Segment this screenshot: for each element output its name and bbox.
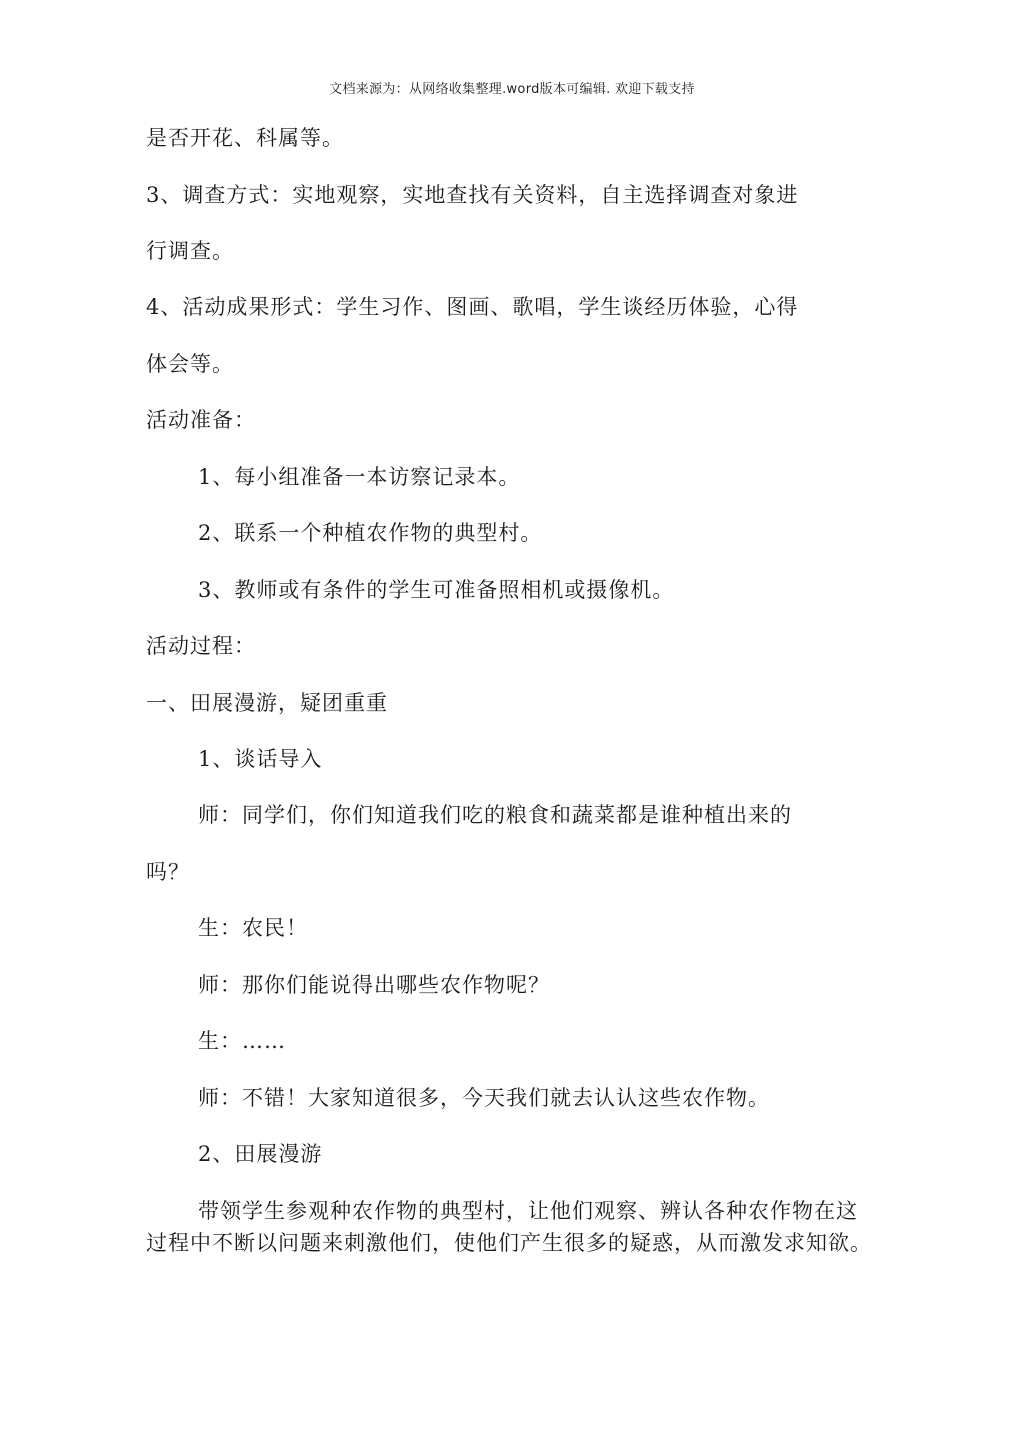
paragraph-line: 行调查。 (146, 239, 234, 263)
paragraph-line: 4、活动成果形式：学生习作、图画、歌唱，学生谈经历体验，心得 (146, 295, 799, 319)
section-heading: 活动过程： (146, 634, 256, 658)
page-header: 文档来源为：从网络收集整理.word版本可编辑. 欢迎下载支持 (329, 82, 695, 97)
subsection-heading: 一、田展漫游，疑团重重 (146, 691, 388, 715)
list-item: 2、联系一个种植农作物的典型村。 (198, 521, 543, 545)
dialogue-line: 师：不错！大家知道很多，今天我们就去认认这些农作物。 (198, 1086, 770, 1110)
paragraph-line: 带领学生参观种农作物的典型村，让他们观察、辨认各种农作物在这 (198, 1199, 858, 1223)
dialogue-line: 吗？ (146, 860, 190, 884)
step-heading: 1、谈话导入 (198, 747, 323, 771)
paragraph-line: 体会等。 (146, 352, 234, 376)
list-item: 1、每小组准备一本访察记录本。 (198, 465, 521, 489)
dialogue-line: 生：…… (198, 1029, 286, 1053)
dialogue-line: 生：农民！ (198, 916, 308, 940)
paragraph-line: 3、调查方式：实地观察，实地查找有关资料，自主选择调查对象进 (146, 183, 799, 207)
paragraph-line: 过程中不断以问题来刺激他们，使他们产生很多的疑惑，从而激发求知欲。 (146, 1231, 872, 1255)
section-heading: 活动准备： (146, 408, 256, 432)
step-heading: 2、田展漫游 (198, 1142, 323, 1166)
dialogue-line: 师：那你们能说得出哪些农作物呢？ (198, 973, 550, 997)
paragraph-line: 是否开花、科属等。 (146, 126, 344, 150)
dialogue-line: 师：同学们，你们知道我们吃的粮食和蔬菜都是谁种植出来的 (198, 803, 792, 827)
list-item: 3、教师或有条件的学生可准备照相机或摄像机。 (198, 578, 675, 602)
